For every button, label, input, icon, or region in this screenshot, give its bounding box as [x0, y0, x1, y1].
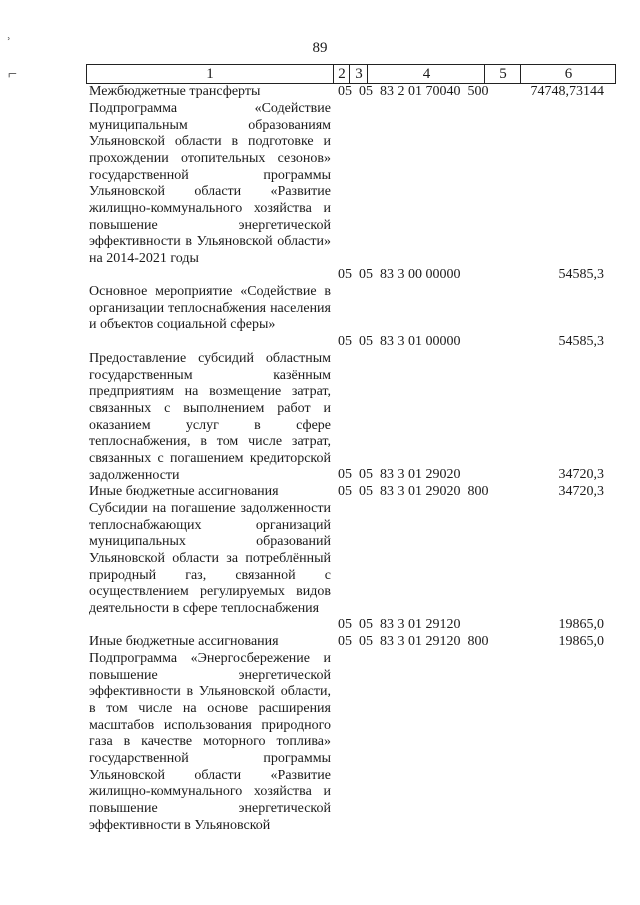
row-name: Иные бюджетные ассигнования: [89, 634, 279, 649]
table-row: [0, 284, 640, 351]
table-row: [0, 651, 640, 851]
row-codes: 05 05 83 2 01 70040 500: [338, 84, 489, 99]
table-row: [0, 634, 640, 651]
column-2-header: 2: [333, 65, 350, 83]
table-row: [0, 484, 640, 501]
scan-corner-mark: ˒: [6, 28, 12, 45]
column-6-header: 6: [520, 65, 616, 83]
row-name: Подпрограмма «Энергосбережение и повышение энергетической эффективности в Ульяновской области, в том числе на основе расширения масштабов использования природного газа в качестве моторного топлива» государственной программы Ульяновской области «Развитие жилищно-коммунального хозяйства и повышение энергетической эффективности в Ульяновской: [89, 651, 331, 833]
row-sum: 34720,3: [558, 484, 604, 499]
row-sum: 54585,3: [558, 334, 604, 349]
table-row: [0, 351, 640, 484]
row-sum: 19865,0: [558, 634, 604, 649]
column-4-header: 4: [367, 65, 485, 83]
row-codes: 05 05 83 3 01 29020: [338, 467, 461, 482]
row-codes: 05 05 83 3 01 29020 800: [338, 484, 489, 499]
row-name: Межбюджетные трансферты: [89, 84, 261, 99]
column-5-header: 5: [484, 65, 521, 83]
column-1-header: 1: [206, 66, 214, 82]
scan-corner-mark: ⌐: [8, 66, 18, 83]
row-name: Предоставление субсидий областным государственным казённым предприятиям на возмещение затрат, связанных с выполнением работ и оказанием услуг в сфере теплоснабжения, в том числе затрат, связанных с погашением кредиторской задолженности: [89, 351, 331, 483]
table-row: [0, 501, 640, 634]
row-codes: 05 05 83 3 01 00000: [338, 334, 461, 349]
row-sum: 74748,73144: [530, 84, 604, 99]
row-codes: 05 05 83 3 01 29120 800: [338, 634, 489, 649]
page-number: 89: [312, 40, 328, 56]
table-row: [0, 101, 640, 284]
row-sum: 34720,3: [558, 467, 604, 482]
row-sum: 19865,0: [558, 617, 604, 632]
row-codes: 05 05 83 3 00 00000: [338, 267, 461, 282]
column-3-header: 3: [349, 65, 368, 83]
row-name: Иные бюджетные ассигнования: [89, 484, 279, 499]
row-codes: 05 05 83 3 01 29120: [338, 617, 461, 632]
row-name: Подпрограмма «Содействие муниципальным образованиям Ульяновской области в подготовке и прохождении отопительных сезонов» государственной программы Ульяновской области «Развитие жилищно-коммунального хозяйства и повышение энергетической эффективности в Ульяновской области» на 2014-2021 годы: [89, 101, 331, 266]
table-row: [0, 84, 640, 101]
row-name: Основное мероприятие «Содействие в организации теплоснабжения населения и объектов социальной сферы»: [89, 284, 331, 333]
row-name: Субсидии на погашение задолженности теплоснабжающих организаций муниципальных образований Ульяновской области за потреблённый природный газ, связанной с осуществлением регулируемых видов деятельности в сфере теплоснабжения: [89, 501, 331, 616]
table-header: [86, 64, 616, 84]
row-sum: 54585,3: [558, 267, 604, 282]
table-body: [0, 84, 640, 851]
